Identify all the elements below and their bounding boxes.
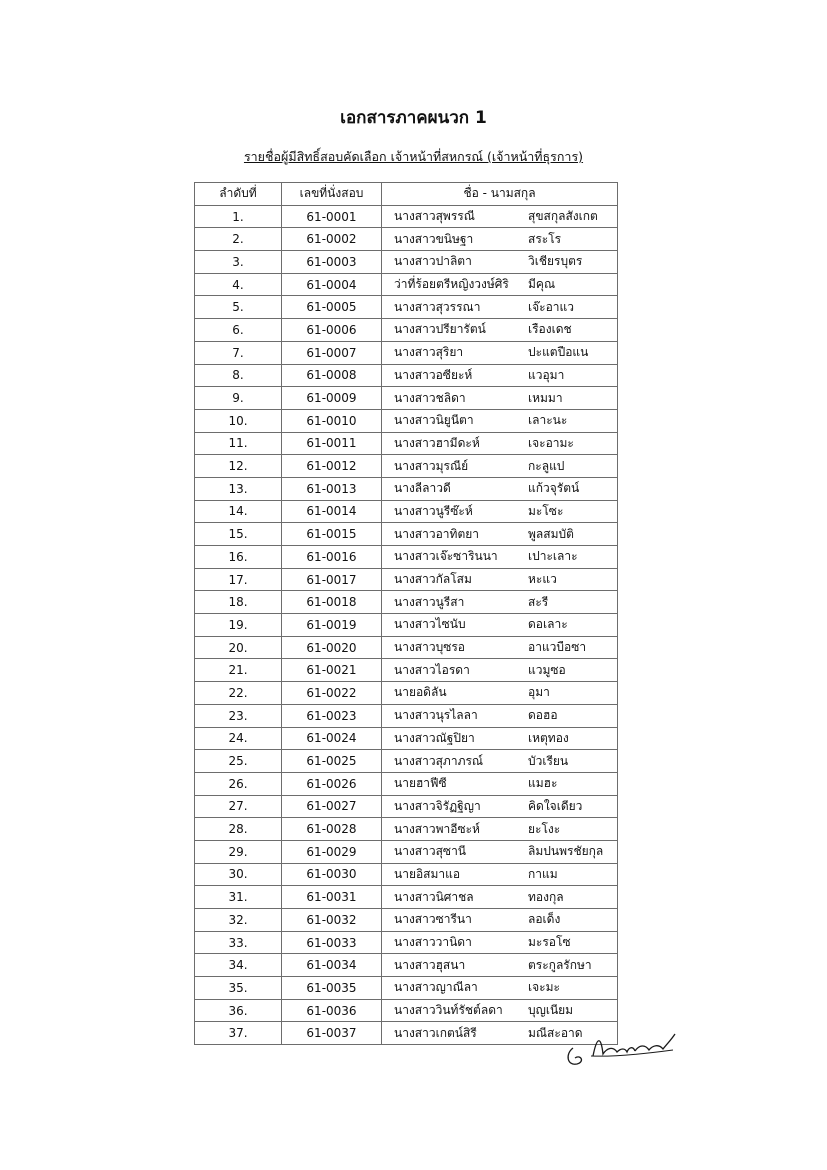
row-order: 30. (195, 863, 282, 886)
row-seat-number: 61-0027 (282, 795, 382, 818)
table-header-row (195, 183, 618, 206)
row-order: 4. (195, 273, 282, 296)
row-first-name: นางสาวขนิษฐา (394, 231, 474, 246)
row-seat-number: 61-0018 (282, 591, 382, 614)
row-last-name: มีคุณ (528, 277, 556, 292)
row-first-name: นางสาวเจ๊ะซารินนา (394, 549, 498, 564)
row-full-name (382, 432, 618, 455)
row-last-name: เจะมะ (528, 980, 560, 995)
table-row (195, 977, 618, 1000)
row-last-name: เรืองเดช (528, 322, 572, 337)
row-order: 13. (195, 477, 282, 500)
row-first-name: นายอดิลัน (394, 685, 447, 700)
row-first-name: นางสาวสุพรรณี (394, 209, 475, 224)
row-last-name: ดอฮอ (528, 708, 558, 723)
row-last-name: ลอเด็ง (528, 912, 561, 927)
row-last-name: มะรอโซ (528, 935, 571, 950)
row-last-name: อาแวบือซา (528, 640, 587, 655)
row-order: 15. (195, 523, 282, 546)
row-seat-number: 61-0009 (282, 387, 382, 410)
row-full-name (382, 614, 618, 637)
row-order: 10. (195, 409, 282, 432)
row-first-name: นางสาวไซนับ (394, 617, 466, 632)
table-row (195, 546, 618, 569)
table-row (195, 954, 618, 977)
row-first-name: นายฮาฟีซี (394, 776, 447, 791)
row-order: 6. (195, 319, 282, 342)
row-seat-number: 61-0011 (282, 432, 382, 455)
row-order: 28. (195, 818, 282, 841)
table-row (195, 296, 618, 319)
document-title: เอกสารภาคผนวก 1 (340, 108, 487, 128)
row-order: 37. (195, 1022, 282, 1045)
row-last-name: สะรี (528, 594, 549, 609)
row-seat-number: 61-0004 (282, 273, 382, 296)
row-seat-number: 61-0002 (282, 228, 382, 251)
row-full-name (382, 727, 618, 750)
table-row (195, 772, 618, 795)
row-order: 31. (195, 886, 282, 909)
row-first-name: นายอิสมาแอ (394, 866, 461, 881)
row-order: 3. (195, 251, 282, 274)
row-last-name: พูลสมบัติ (528, 526, 574, 541)
row-first-name: นางสาวนูรีสา (394, 594, 465, 609)
row-last-name: แวอุมา (528, 367, 565, 382)
row-first-name: นางสาวสุซานี (394, 844, 467, 859)
table-row (195, 659, 618, 682)
row-full-name (382, 205, 618, 228)
row-full-name (382, 636, 618, 659)
column-header-seat: เลขที่นั่งสอบ (282, 183, 382, 206)
row-full-name (382, 931, 618, 954)
row-last-name: สุขสกุลสังเกต (528, 209, 598, 224)
row-full-name (382, 523, 618, 546)
row-seat-number: 61-0021 (282, 659, 382, 682)
row-last-name: คิดใจเดียว (528, 798, 583, 813)
row-order: 36. (195, 999, 282, 1022)
row-seat-number: 61-0019 (282, 614, 382, 637)
row-seat-number: 61-0015 (282, 523, 382, 546)
row-last-name: ดอเลาะ (528, 617, 568, 632)
row-full-name (382, 387, 618, 410)
row-full-name (382, 818, 618, 841)
table-row (195, 614, 618, 637)
row-full-name (382, 455, 618, 478)
row-seat-number: 61-0036 (282, 999, 382, 1022)
row-last-name: หะแว (528, 572, 557, 587)
row-last-name: ทองกุล (528, 889, 564, 904)
row-full-name (382, 409, 618, 432)
row-first-name: ว่าที่ร้อยตรีหญิงวงษ์ศิริ (394, 277, 509, 292)
row-seat-number: 61-0035 (282, 977, 382, 1000)
row-seat-number: 61-0016 (282, 546, 382, 569)
row-last-name: บัวเรียน (528, 753, 569, 768)
table-row (195, 409, 618, 432)
row-order: 29. (195, 840, 282, 863)
row-order: 21. (195, 659, 282, 682)
row-last-name: อุมา (528, 685, 550, 700)
row-first-name: นางลีลาวดี (394, 481, 451, 496)
row-last-name: เจ๊ะอาแว (528, 299, 574, 314)
table-row (195, 863, 618, 886)
row-last-name: ปะแตปือแน (528, 345, 589, 360)
row-first-name: นางสาวอาทิตยา (394, 526, 480, 541)
row-full-name (382, 568, 618, 591)
row-seat-number: 61-0007 (282, 341, 382, 364)
row-seat-number: 61-0030 (282, 863, 382, 886)
row-first-name: นางสาวปรียารัตน์ (394, 322, 486, 337)
row-first-name: นางสาวจิรัฏฐิญา (394, 798, 481, 813)
row-order: 27. (195, 795, 282, 818)
row-order: 14. (195, 500, 282, 523)
row-order: 22. (195, 682, 282, 705)
row-last-name: บุญเนียม (528, 1003, 574, 1018)
row-order: 24. (195, 727, 282, 750)
row-full-name (382, 977, 618, 1000)
table-row (195, 568, 618, 591)
table-row (195, 909, 618, 932)
table-row (195, 591, 618, 614)
table-row (195, 523, 618, 546)
row-first-name: นางสาวบุซรอ (394, 640, 466, 655)
row-order: 23. (195, 704, 282, 727)
row-order: 7. (195, 341, 282, 364)
table-row (195, 704, 618, 727)
column-header-name: ชื่อ - นามสกุล (382, 183, 618, 206)
row-order: 11. (195, 432, 282, 455)
row-first-name: นางสาวฮามีดะห์ (394, 435, 480, 450)
row-first-name: นางสาวนิยูนีตา (394, 413, 474, 428)
document-subtitle: รายชื่อผู้มีสิทธิ์สอบคัดเลือก เจ้าหน้าที่สหกรณ์ (เจ้าหน้าที่ธุรการ) (243, 149, 584, 164)
row-last-name: แมฮะ (528, 776, 558, 791)
column-header-order: ลำดับที่ (195, 183, 282, 206)
table-row (195, 750, 618, 773)
row-full-name (382, 319, 618, 342)
row-order: 35. (195, 977, 282, 1000)
row-order: 34. (195, 954, 282, 977)
row-full-name (382, 477, 618, 500)
table-row (195, 682, 618, 705)
row-order: 32. (195, 909, 282, 932)
table-row (195, 795, 618, 818)
row-seat-number: 61-0032 (282, 909, 382, 932)
row-first-name: นางสาววินท์รัชต์ลดา (394, 1003, 503, 1018)
row-order: 2. (195, 228, 282, 251)
row-full-name (382, 296, 618, 319)
table-row (195, 432, 618, 455)
signature-image (563, 1030, 683, 1072)
row-first-name: นางสาวไอรดา (394, 662, 470, 677)
row-first-name: นางสาวพาอีซะห์ (394, 821, 480, 836)
row-seat-number: 61-0005 (282, 296, 382, 319)
table-row (195, 341, 618, 364)
row-full-name (382, 591, 618, 614)
row-first-name: นางสาวสุวรรณา (394, 299, 481, 314)
table-row (195, 364, 618, 387)
row-seat-number: 61-0006 (282, 319, 382, 342)
row-last-name: ตระกูลรักษา (528, 957, 592, 972)
row-first-name: นางสาวมุรณีย์ (394, 458, 469, 473)
row-full-name (382, 273, 618, 296)
table-row (195, 477, 618, 500)
row-seat-number: 61-0001 (282, 205, 382, 228)
candidate-table (194, 182, 618, 1045)
row-last-name: วิเชียรบุตร (528, 254, 583, 269)
table-row (195, 455, 618, 478)
row-seat-number: 61-0014 (282, 500, 382, 523)
row-full-name (382, 682, 618, 705)
row-seat-number: 61-0013 (282, 477, 382, 500)
row-last-name: เจะอามะ (528, 435, 574, 450)
table-row (195, 319, 618, 342)
table-row (195, 636, 618, 659)
row-last-name: มณีสะอาด (528, 1025, 583, 1040)
row-order: 1. (195, 205, 282, 228)
row-order: 25. (195, 750, 282, 773)
table-body (195, 205, 618, 1044)
row-last-name: เลาะนะ (528, 413, 568, 428)
table-row (195, 840, 618, 863)
row-first-name: นางสาวสุภาภรณ์ (394, 753, 484, 768)
row-seat-number: 61-0034 (282, 954, 382, 977)
row-seat-number: 61-0024 (282, 727, 382, 750)
row-full-name (382, 251, 618, 274)
row-seat-number: 61-0037 (282, 1022, 382, 1045)
row-last-name: กาแม (528, 866, 558, 881)
row-seat-number: 61-0017 (282, 568, 382, 591)
row-last-name: แวมูซอ (528, 662, 566, 677)
row-order: 16. (195, 546, 282, 569)
row-seat-number: 61-0010 (282, 409, 382, 432)
row-last-name: กะลูแป (528, 458, 565, 473)
row-seat-number: 61-0033 (282, 931, 382, 954)
row-first-name: นางสาวนุรไลลา (394, 708, 478, 723)
row-seat-number: 61-0031 (282, 886, 382, 909)
row-first-name: นางสาวอซียะห์ (394, 367, 473, 382)
row-seat-number: 61-0028 (282, 818, 382, 841)
row-full-name (382, 704, 618, 727)
row-order: 17. (195, 568, 282, 591)
row-seat-number: 61-0020 (282, 636, 382, 659)
row-first-name: นางสาววานิดา (394, 935, 472, 950)
table-row (195, 818, 618, 841)
row-last-name: เหตุทอง (528, 730, 569, 745)
row-full-name (382, 886, 618, 909)
row-full-name (382, 795, 618, 818)
row-order: 33. (195, 931, 282, 954)
row-full-name (382, 546, 618, 569)
table-row (195, 886, 618, 909)
row-order: 18. (195, 591, 282, 614)
row-seat-number: 61-0029 (282, 840, 382, 863)
row-first-name: นางสาวนิศาชล (394, 889, 474, 904)
row-first-name: นางสาวปาลิตา (394, 254, 472, 269)
row-order: 9. (195, 387, 282, 410)
row-first-name: นางสาวกัลโสม (394, 572, 472, 587)
table-row (195, 273, 618, 296)
row-seat-number: 61-0003 (282, 251, 382, 274)
row-first-name: นางสาวซารีนา (394, 912, 472, 927)
row-seat-number: 61-0025 (282, 750, 382, 773)
row-full-name (382, 840, 618, 863)
row-first-name: นางสาวญาณีลา (394, 980, 478, 995)
row-seat-number: 61-0008 (282, 364, 382, 387)
row-full-name (382, 954, 618, 977)
row-full-name (382, 863, 618, 886)
table-row (195, 228, 618, 251)
row-full-name (382, 909, 618, 932)
row-full-name (382, 999, 618, 1022)
table-row (195, 500, 618, 523)
table-row (195, 1022, 618, 1045)
row-order: 12. (195, 455, 282, 478)
row-full-name (382, 659, 618, 682)
row-order: 8. (195, 364, 282, 387)
row-full-name (382, 500, 618, 523)
table-row (195, 727, 618, 750)
row-first-name: นางสาวเกตน์สิรี (394, 1025, 477, 1040)
row-first-name: นางสาวนูรีซ๊ะห์ (394, 503, 473, 518)
row-order: 5. (195, 296, 282, 319)
row-last-name: มะโซะ (528, 503, 564, 518)
row-order: 20. (195, 636, 282, 659)
row-order: 19. (195, 614, 282, 637)
row-full-name (382, 364, 618, 387)
row-last-name: สระโร (528, 231, 562, 246)
row-last-name: ยะโงะ (528, 821, 561, 836)
table-row (195, 251, 618, 274)
table-row (195, 205, 618, 228)
row-first-name: นางสาวชลิดา (394, 390, 466, 405)
row-seat-number: 61-0012 (282, 455, 382, 478)
row-full-name (382, 341, 618, 364)
row-order: 26. (195, 772, 282, 795)
row-full-name (382, 228, 618, 251)
table-row (195, 387, 618, 410)
row-first-name: นางสาวสุริยา (394, 345, 464, 360)
table-row (195, 999, 618, 1022)
row-last-name: เปาะเลาะ (528, 549, 578, 564)
row-full-name (382, 750, 618, 773)
row-seat-number: 61-0023 (282, 704, 382, 727)
row-first-name: นางสาวฮุสนา (394, 957, 466, 972)
row-last-name: แก้วจุรัตน์ (528, 481, 580, 496)
row-first-name: นางสาวณัฐปิยา (394, 730, 475, 745)
row-full-name (382, 772, 618, 795)
row-seat-number: 61-0026 (282, 772, 382, 795)
row-seat-number: 61-0022 (282, 682, 382, 705)
row-last-name: เหมมา (528, 390, 563, 405)
row-last-name: ลิมปนพรชัยกุล (528, 844, 604, 859)
table-row (195, 931, 618, 954)
